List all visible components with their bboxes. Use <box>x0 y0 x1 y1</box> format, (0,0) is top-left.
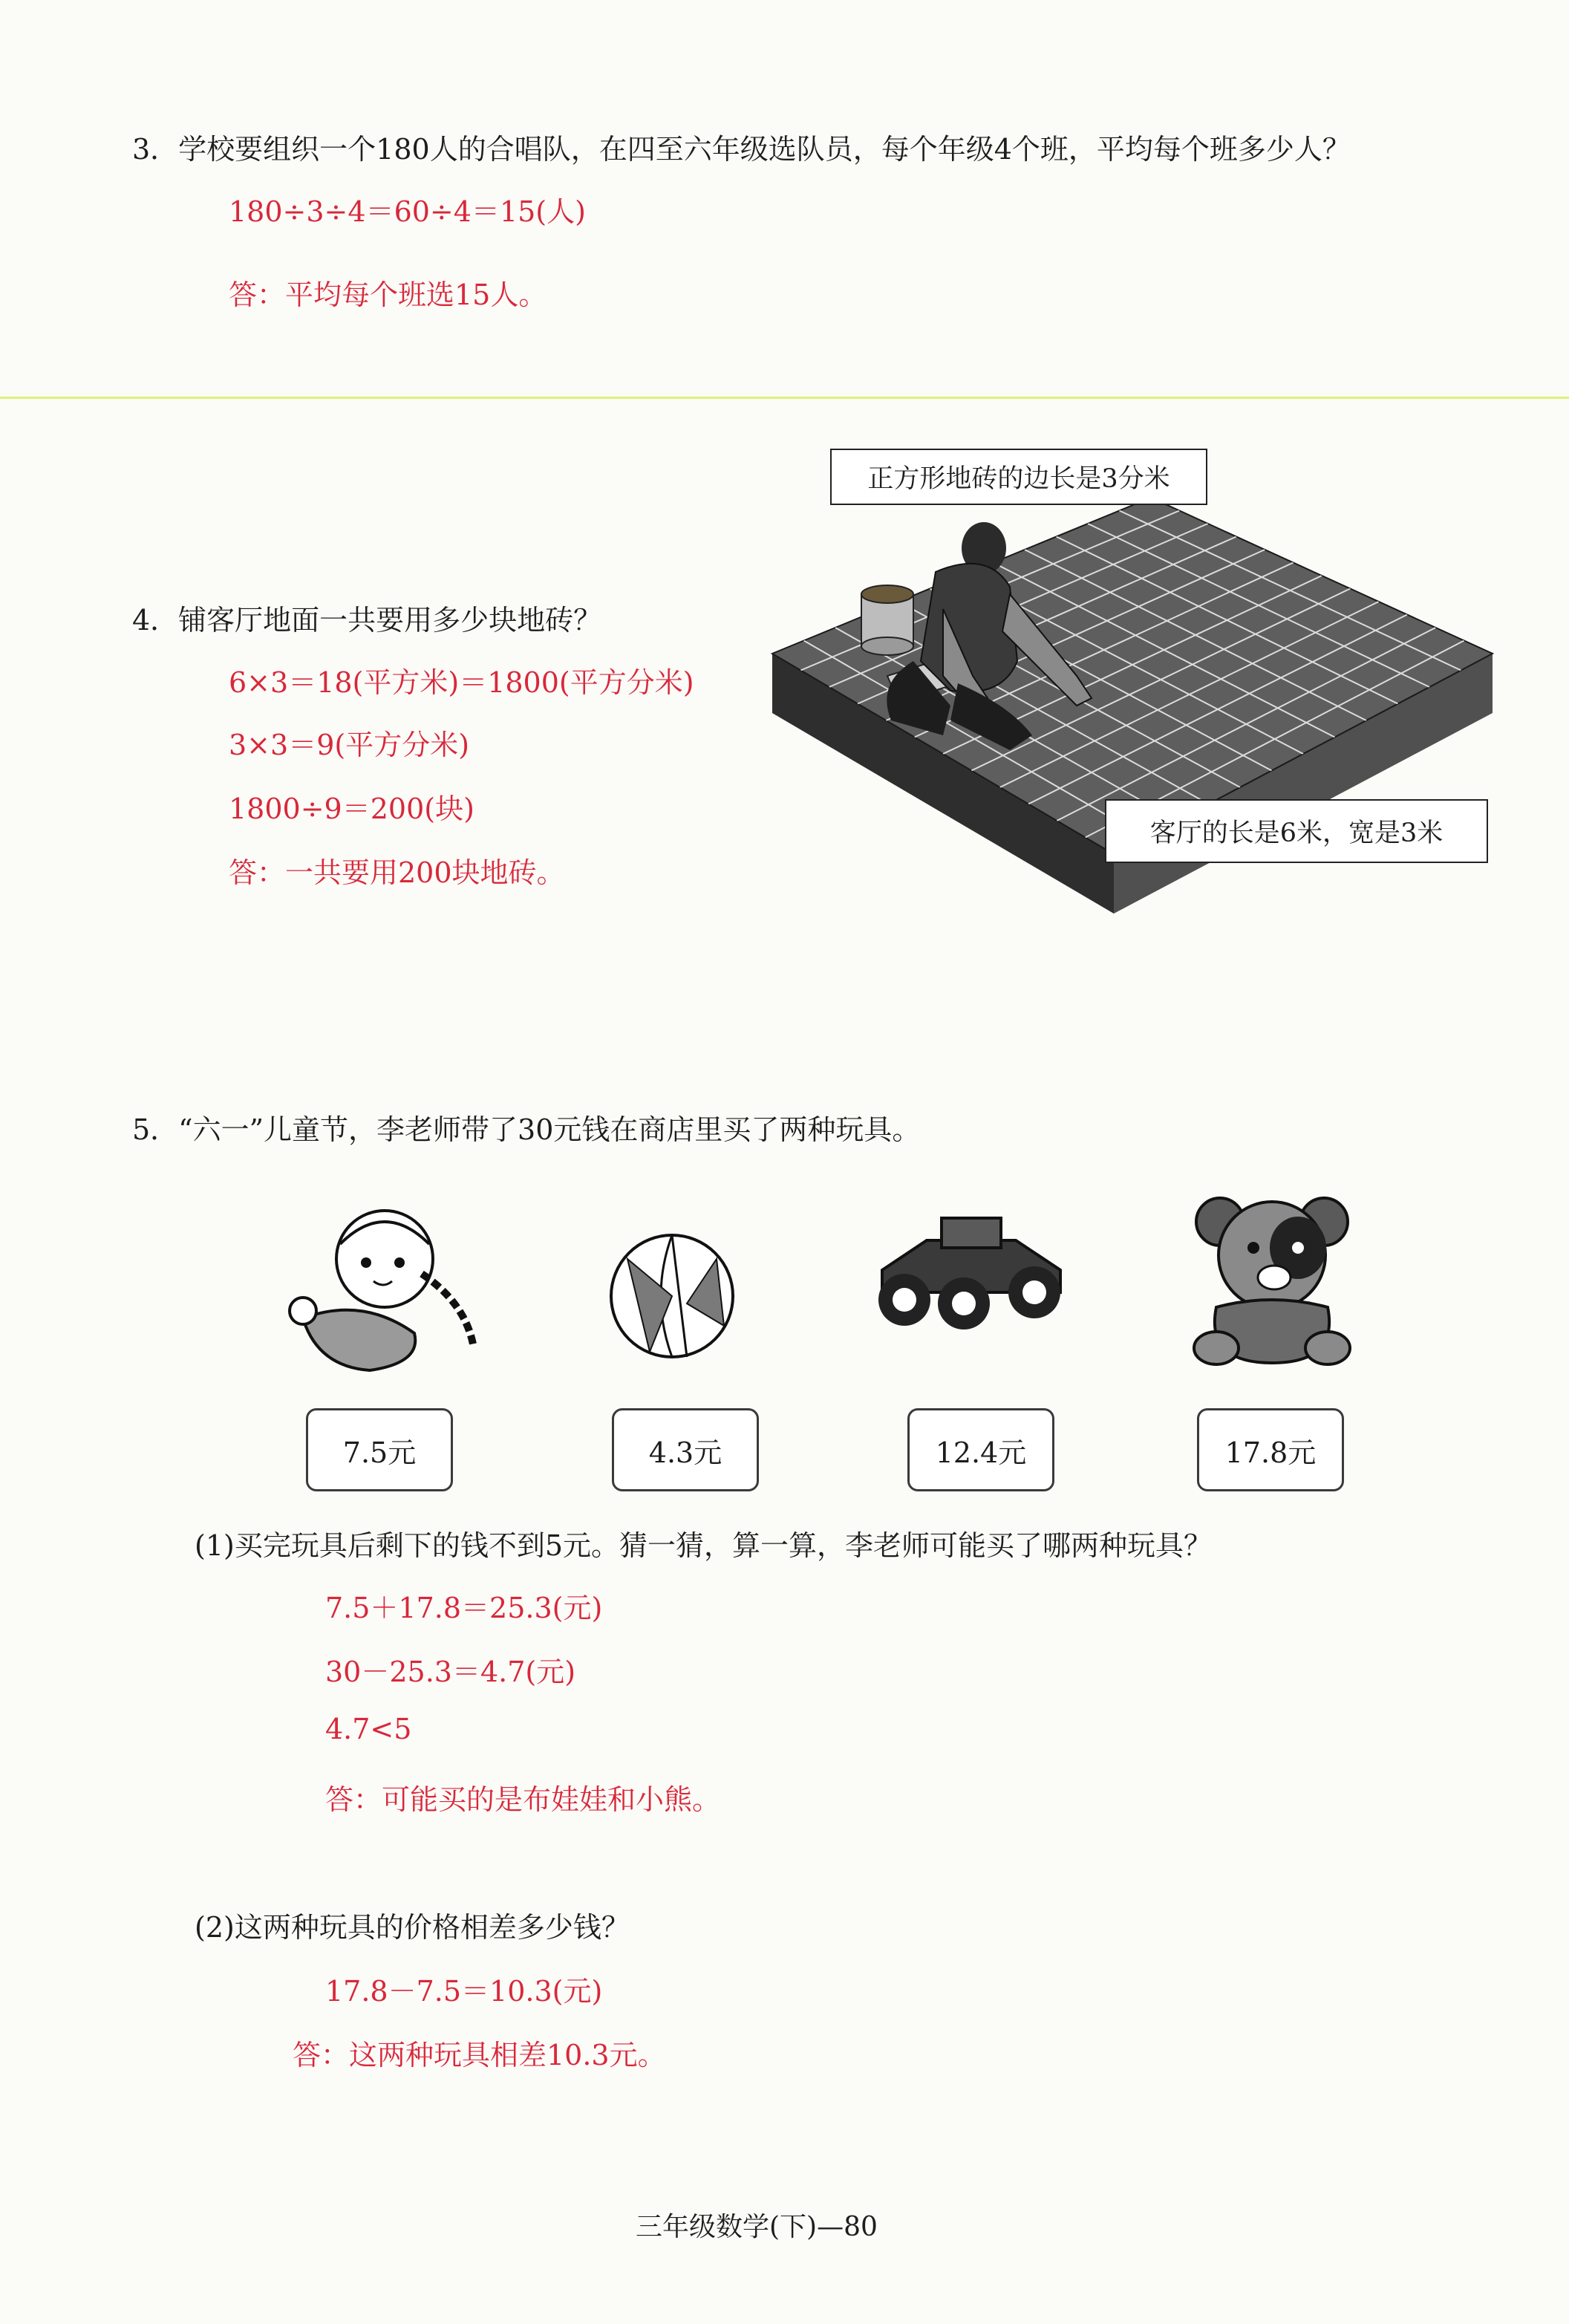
q5-sub1-answer-line-2: 30－25.3＝4.7(元) <box>325 1656 576 1688</box>
q4-answer-line-2: 3×3＝9(平方分米) <box>229 729 470 761</box>
page-footer: 三年级数学(下)—80 <box>636 2212 878 2242</box>
q4-answer-line-1: 6×3＝18(平方米)＝1800(平方分米) <box>229 666 694 699</box>
price-box-bear <box>1197 1408 1344 1491</box>
q5-sub2-question: (2)这两种玩具的价格相差多少钱？ <box>195 1911 630 1944</box>
q4-answer-line-4: 答：一共要用200块地砖。 <box>229 856 565 889</box>
q5-sub2-answer-line-1: 17.8－7.5＝10.3(元) <box>325 1975 603 2008</box>
q5-sub1-answer-line-3: 4.7<5 <box>325 1713 412 1745</box>
q5-sub1-answer-line-4: 答：可能买的是布娃娃和小熊。 <box>325 1783 721 1816</box>
price-box-ball <box>612 1408 759 1491</box>
toy-car-icon <box>867 1211 1075 1337</box>
price-box-car <box>907 1408 1054 1491</box>
ball-icon <box>605 1229 739 1363</box>
price-doll: 7.5元 <box>342 1436 417 1469</box>
q5-sub1-question: (1)买完玩具后剩下的钱不到5元。猜一猜，算一算，李老师可能买了哪两种玩具？ <box>195 1529 1213 1562</box>
room-size-callout-text: 客厅的长是6米，宽是3米 <box>1149 818 1444 848</box>
teddy-bear-icon <box>1187 1188 1357 1367</box>
q3-answer-line-2: 答：平均每个班选15人。 <box>229 279 547 311</box>
q4-question: 4．铺客厅地面一共要用多少块地砖？ <box>132 604 602 637</box>
q5-sub1-answer-line-1: 7.5＋17.8＝25.3(元) <box>325 1592 603 1624</box>
q3-answer-line-1: 180÷3÷4＝60÷4＝15(人) <box>229 195 586 228</box>
doll-icon <box>273 1200 511 1378</box>
price-bear: 17.8元 <box>1224 1436 1317 1469</box>
price-ball: 4.3元 <box>648 1436 722 1469</box>
price-car: 12.4元 <box>935 1436 1027 1469</box>
q4-answer-line-3: 1800÷9＝200(块) <box>229 792 474 825</box>
tile-size-callout-text: 正方形地砖的边长是3分米 <box>867 464 1170 494</box>
room-size-callout <box>1105 799 1488 863</box>
tile-size-callout <box>830 449 1207 505</box>
section-divider <box>0 397 1569 399</box>
q5-question: 5．“六一”儿童节，李老师带了30元钱在商店里买了两种玩具。 <box>132 1113 921 1146</box>
paint-bucket-icon <box>861 585 913 655</box>
q3-question: 3．学校要组织一个180人的合唱队，在四至六年级选队员，每个年级4个班，平均每个班多少人？ <box>132 133 1351 166</box>
price-box-doll <box>306 1408 453 1491</box>
q5-sub2-answer-line-2: 答：这两种玩具相差10.3元。 <box>293 2039 666 2071</box>
